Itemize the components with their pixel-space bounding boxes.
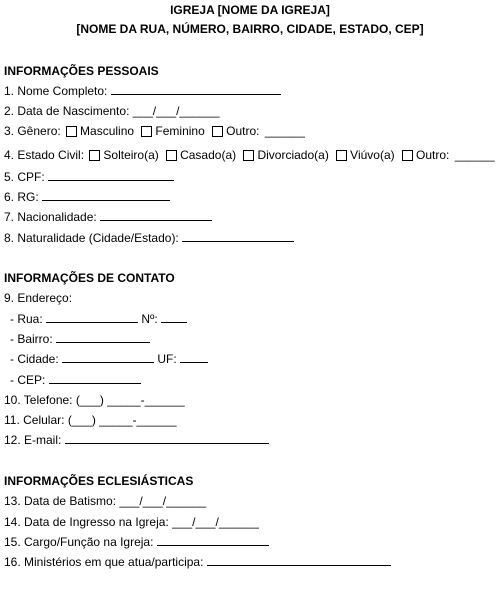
civil-single-checkbox[interactable] (89, 150, 100, 161)
civil-single-label: Solteiro(a) (103, 148, 159, 162)
district-row (10, 332, 150, 346)
state-field[interactable] (180, 352, 208, 363)
email-field[interactable] (65, 433, 269, 444)
baptism-row (4, 494, 206, 508)
naturality-field[interactable] (182, 231, 294, 242)
address-row (4, 291, 72, 305)
birth-date-label: 2. Data de Nascimento: (4, 104, 130, 118)
full-name-row (4, 84, 281, 98)
street-row (10, 312, 187, 326)
nationality-label: 7. Nacionalidade: (4, 210, 97, 224)
street-label: - Rua: (10, 312, 43, 326)
contact-section-title: INFORMAÇÕES DE CONTATO (4, 271, 175, 285)
gender-female-label: Feminino (155, 124, 205, 138)
street-field[interactable] (46, 312, 138, 323)
rg-label: 6. RG: (4, 190, 39, 204)
phone-field[interactable]: (___) _____-______ (75, 393, 185, 407)
civil-status-row (4, 148, 495, 162)
nationality-field[interactable] (100, 210, 212, 221)
full-name-field[interactable] (111, 84, 281, 95)
gender-other-label: Outro: (226, 124, 260, 138)
phone-row (4, 393, 185, 407)
ministries-label: 16. Ministérios em que atua/participa: (4, 555, 204, 569)
rg-field[interactable] (42, 190, 170, 201)
mobile-field[interactable]: (___) _____-______ (67, 413, 177, 427)
district-field[interactable] (56, 332, 150, 343)
role-row (4, 535, 269, 549)
address-label: 9. Endereço: (4, 291, 73, 305)
civil-other-field[interactable]: ______ (454, 148, 495, 162)
entry-label: 14. Data de Ingresso na Igreja: (4, 515, 169, 529)
city-label: - Cidade: (10, 352, 59, 366)
birth-date-field[interactable]: ___/___/______ (132, 104, 220, 118)
entry-row (4, 515, 259, 529)
gender-row (4, 124, 305, 138)
full-name-label: 1. Nome Completo: (4, 84, 108, 98)
gender-female-checkbox[interactable] (141, 126, 152, 137)
gender-other-field[interactable]: ______ (264, 124, 305, 138)
gender-male-label: Masculino (80, 124, 135, 138)
ministries-field[interactable] (207, 555, 391, 566)
city-field[interactable] (62, 352, 154, 363)
church-name-heading: IGREJA [NOME DA IGREJA] (170, 3, 330, 17)
naturality-label: 8. Naturalidade (Cidade/Estado): (4, 231, 179, 245)
nationality-row (4, 210, 212, 224)
gender-other-checkbox[interactable] (212, 126, 223, 137)
zip-label: - CEP: (10, 373, 46, 387)
birth-date-row (4, 104, 220, 118)
church-address-heading: [NOME DA RUA, NÚMERO, BAIRRO, CIDADE, ESTADO, CEP] (76, 22, 424, 36)
number-field[interactable] (161, 312, 187, 323)
mobile-row (4, 413, 177, 427)
civil-other-label: Outro: (415, 148, 450, 162)
city-row (10, 352, 208, 366)
state-label: UF: (157, 352, 177, 366)
email-label: 12. E-mail: (4, 433, 62, 447)
naturality-row (4, 231, 294, 245)
civil-widowed-label: Viúvo(a) (350, 148, 395, 162)
role-label: 15. Cargo/Função na Igreja: (4, 535, 154, 549)
baptism-label: 13. Data de Batismo: (4, 494, 117, 508)
mobile-label: 11. Celular: (4, 413, 65, 427)
civil-other-checkbox[interactable] (402, 150, 413, 161)
phone-label: 10. Telefone: (4, 393, 73, 407)
cpf-row (4, 170, 174, 184)
ministries-row (4, 555, 391, 569)
civil-divorced-label: Divorciado(a) (257, 148, 329, 162)
baptism-field[interactable]: ___/___/______ (119, 494, 207, 508)
role-field[interactable] (157, 535, 269, 546)
zip-field[interactable] (49, 373, 141, 384)
cpf-label: 5. CPF: (4, 170, 45, 184)
civil-status-label: 4. Estado Civil: (4, 148, 85, 162)
civil-married-checkbox[interactable] (166, 150, 177, 161)
rg-row (4, 190, 170, 204)
entry-field[interactable]: ___/___/______ (172, 515, 259, 529)
zip-row (10, 373, 141, 387)
number-label: Nº: (141, 312, 158, 326)
civil-divorced-checkbox[interactable] (243, 150, 254, 161)
church-section-title: INFORMAÇÕES ECLESIÁSTICAS (4, 474, 194, 488)
email-row (4, 433, 269, 447)
cpf-field[interactable] (48, 170, 174, 181)
district-label: - Bairro: (10, 332, 53, 346)
civil-married-label: Casado(a) (180, 148, 237, 162)
gender-label: 3. Gênero: (4, 124, 61, 138)
civil-widowed-checkbox[interactable] (336, 150, 347, 161)
gender-male-checkbox[interactable] (66, 126, 77, 137)
personal-section-title: INFORMAÇÕES PESSOAIS (4, 64, 159, 78)
